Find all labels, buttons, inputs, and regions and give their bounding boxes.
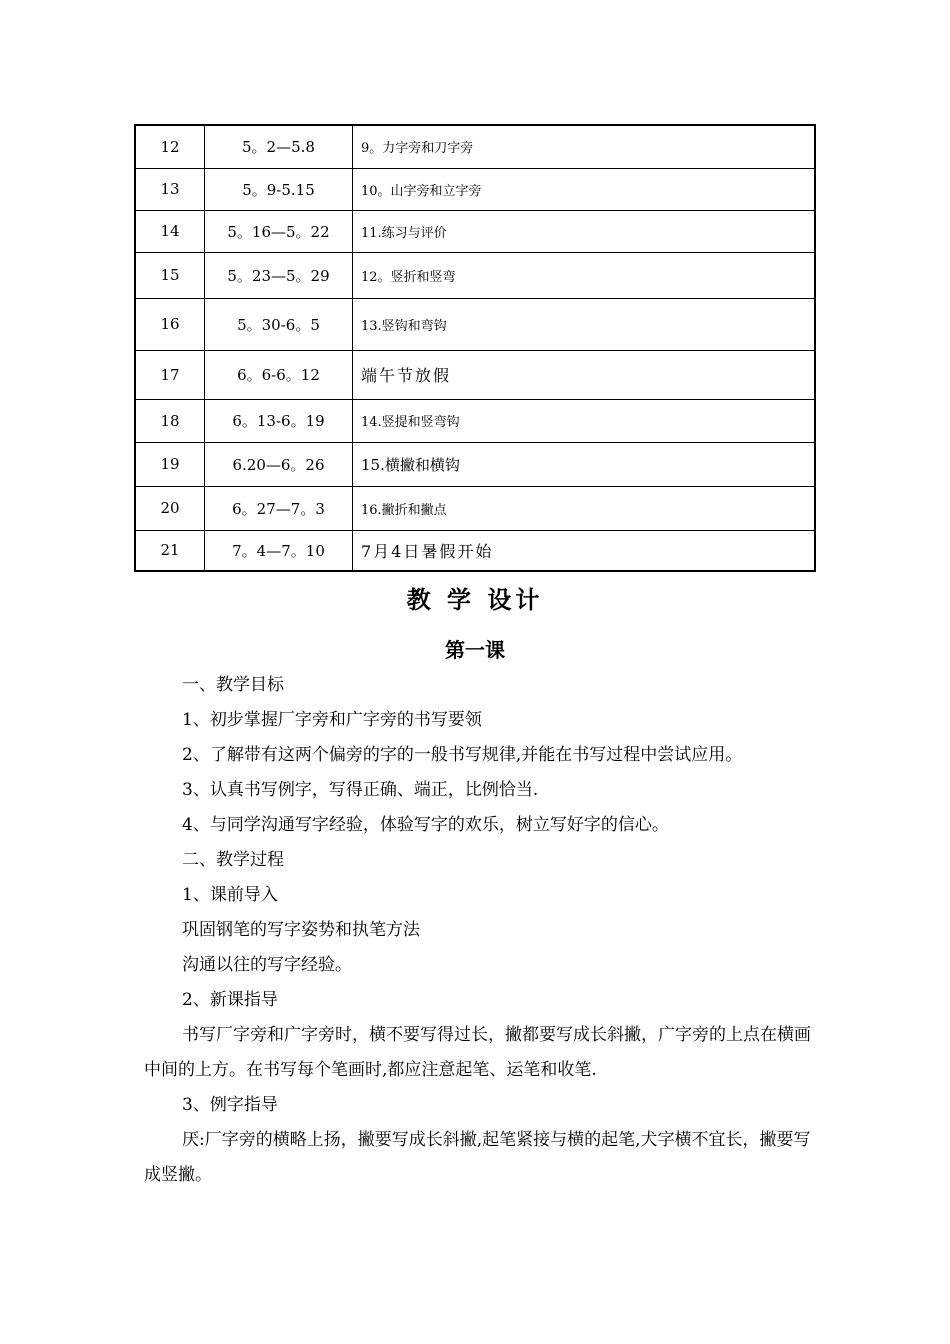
lesson-body: [144, 668, 824, 1193]
paragraph: 4、与同学沟通写字经验，体验写字的欢乐，树立写好字的信心。: [182, 815, 669, 835]
date-cell: 5。30-6。5: [205, 298, 353, 350]
lesson-cell: 14.竖提和竖弯钩: [353, 399, 816, 442]
table-row: [135, 252, 815, 298]
page-title: 教 学 设计: [406, 585, 544, 614]
week-cell: 19: [135, 442, 205, 486]
paragraph: 2、新课指导: [182, 990, 278, 1010]
table-row: [135, 298, 815, 350]
date-cell: 6。27—7。3: [205, 486, 353, 530]
paragraph: 1、初步掌握厂字旁和广字旁的书写要领: [182, 710, 482, 730]
week-cell: 12: [135, 125, 205, 168]
paragraph: 沟通以往的写字经验。: [182, 955, 352, 975]
table-row: [135, 168, 815, 210]
week-cell: 18: [135, 399, 205, 442]
paragraph: 书写厂字旁和广字旁时，横不要写得过长，撇都要写成长斜撇，广字旁的上点在横画中间的上方。在书写每个笔画时,都应注意起笔、运笔和收笔.: [144, 1025, 811, 1080]
week-cell: 13: [135, 168, 205, 210]
date-cell: 5。16—5。22: [205, 210, 353, 252]
paragraph: 1、课前导入: [182, 885, 278, 905]
week-cell: 14: [135, 210, 205, 252]
week-cell: 16: [135, 298, 205, 350]
paragraph: 3、认真书写例字，写得正确、端正，比例恰当.: [182, 780, 539, 800]
lesson-cell: 10。山字旁和立字旁: [353, 168, 816, 210]
table-row: [135, 486, 815, 530]
lesson-cell: 11.练习与评价: [353, 210, 816, 252]
table-row: [135, 210, 815, 252]
lesson-title: 第一课: [445, 638, 505, 662]
table-row: [135, 442, 815, 486]
table-row: [135, 399, 815, 442]
week-cell: 20: [135, 486, 205, 530]
paragraph: 3、例字指导: [182, 1095, 278, 1115]
lesson-cell: 端午节放假: [353, 350, 816, 399]
paragraph: 2、了解带有这两个偏旁的字的一般书写规律,并能在书写过程中尝试应用。: [182, 745, 743, 765]
paragraph: 厌:厂字旁的横略上扬，撇要写成长斜撇,起笔紧接与横的起笔,犬字横不宜长，撇要写成竖撇。: [144, 1130, 811, 1185]
paragraph: 巩固钢笔的写字姿势和执笔方法: [182, 920, 420, 940]
lesson-cell: 15.横撇和横钩: [353, 442, 816, 486]
table-row: [135, 125, 815, 168]
date-cell: 6。6-6。12: [205, 350, 353, 399]
table-row: [135, 530, 815, 571]
lesson-cell: 13.竖钩和弯钩: [353, 298, 816, 350]
date-cell: 5。9-5.15: [205, 168, 353, 210]
section-heading: 一、教学目标: [182, 675, 284, 695]
date-cell: 7。4—7。10: [205, 530, 353, 571]
section-heading: 二、教学过程: [182, 850, 284, 870]
week-cell: 15: [135, 252, 205, 298]
lesson-cell: 7月4日暑假开始: [353, 530, 816, 571]
date-cell: 5。23—5。29: [205, 252, 353, 298]
date-cell: 6。13-6。19: [205, 399, 353, 442]
date-cell: 5。2—5.8: [205, 125, 353, 168]
lesson-cell: 16.撇折和撇点: [353, 486, 816, 530]
lesson-cell: 9。力字旁和刀字旁: [353, 125, 816, 168]
lesson-cell: 12。竖折和竖弯: [353, 252, 816, 298]
schedule-table: [134, 124, 816, 572]
table-row: [135, 350, 815, 399]
week-cell: 21: [135, 530, 205, 571]
date-cell: 6.20—6。26: [205, 442, 353, 486]
week-cell: 17: [135, 350, 205, 399]
